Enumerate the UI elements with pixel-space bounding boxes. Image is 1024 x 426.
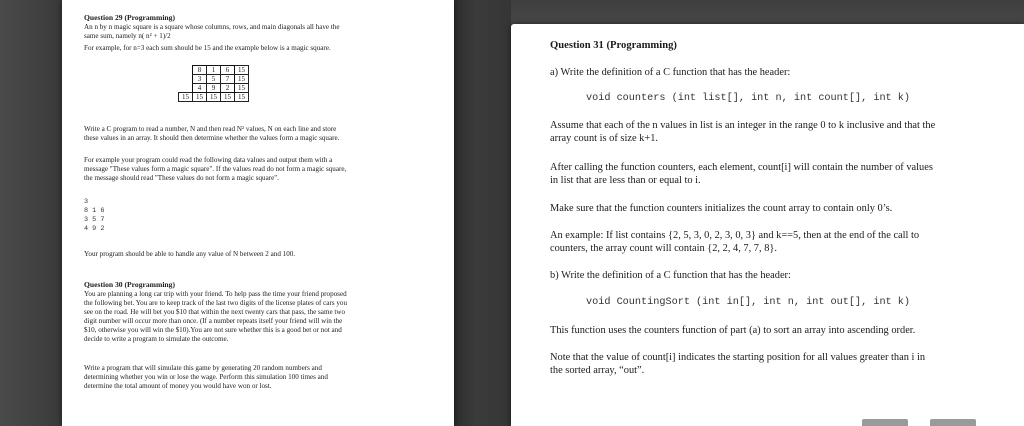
q31-assume-line1: Assume that each of the n values in list is an integer in the range 0 to k inclusive and that the bbox=[550, 120, 936, 131]
q31-make-sure: Make sure that the function counters initializes the count array to contain only 0’s. bbox=[550, 203, 893, 214]
q30-line2: Write a program that will simulate this game by generating 20 random numbers and bbox=[84, 364, 322, 372]
magic-cell-empty bbox=[179, 75, 193, 84]
q31-code-b: void CountingSort (int in[], int n, int out[], int k) bbox=[586, 297, 911, 308]
q30-line: digit number will occur more than once. (If a number repeats itself your friend will win the bbox=[84, 317, 343, 325]
q31-part-a: a) Write the definition of a C function that has the header: bbox=[550, 67, 791, 78]
magic-cell: 3 bbox=[193, 75, 207, 84]
q31-note-line1: Note that the value of count[i] indicates the starting position for all values greater than i in bbox=[550, 352, 926, 363]
magic-col-sum: 15 bbox=[207, 93, 221, 102]
q29-para2-line1: Write a C program to read a number, N and then read N² values, N on each line and store bbox=[84, 125, 337, 133]
q31-note-line2: the sorted array, “out”. bbox=[550, 365, 645, 376]
magic-cell: 2 bbox=[221, 84, 235, 93]
q30-line2: determine the total amount of money you would have won or lost. bbox=[84, 382, 272, 390]
q29-para1-line1: An n by n magic square is a square whose columns, rows, and main diagonals all have the bbox=[84, 23, 340, 31]
viewer-top-strip bbox=[511, 0, 1024, 24]
magic-cell: 4 bbox=[193, 84, 207, 93]
bottom-page-tab[interactable] bbox=[930, 419, 976, 426]
q31-code-a: void counters (int list[], int n, int count[], int k) bbox=[586, 93, 911, 104]
magic-col-sum: 15 bbox=[221, 93, 235, 102]
q30-line2: determining whether you win or lose the wage. Perform this simulation 100 times and bbox=[84, 373, 328, 381]
q29-data-line: 8 1 6 bbox=[84, 207, 105, 215]
q30-line: see on the road. He will bet you $10 that within the next twenty cars that pass, the same two bbox=[84, 308, 346, 316]
q31-title: Question 31 (Programming) bbox=[550, 40, 677, 51]
page-gutter bbox=[454, 0, 511, 426]
q29-para4: Your program should be able to handle any value of N between 2 and 100. bbox=[84, 250, 296, 258]
magic-cell-empty bbox=[179, 66, 193, 75]
q31-assume-line2: array count is of size k+1. bbox=[550, 133, 659, 144]
magic-col-sum: 15 bbox=[235, 93, 249, 102]
q29-data-line: 3 5 7 bbox=[84, 216, 105, 224]
q29-para3-line1: For example your program could read the following data values and output them with a bbox=[84, 156, 333, 164]
q31-after-line1: After calling the function counters, each element, count[i] will contain the number of values bbox=[550, 162, 933, 173]
q29-para1-line2: same sum, namely n( n² + 1)/2 bbox=[84, 32, 171, 40]
left-page[interactable] bbox=[62, 0, 454, 426]
q29-data-line: 4 9 2 bbox=[84, 225, 105, 233]
q30-title: Question 30 (Programming) bbox=[84, 280, 175, 289]
magic-row-sum: 15 bbox=[235, 75, 249, 84]
q31-after-line2: in list that are less than or equal to i. bbox=[550, 175, 701, 186]
q29-para3-line2: message "These values form a magic square". If the values read do not form a magic square, bbox=[84, 165, 347, 173]
magic-cell: 7 bbox=[221, 75, 235, 84]
q31-uses: This function uses the counters function of part (a) to sort an array into ascending order. bbox=[550, 325, 916, 336]
q29-title: Question 29 (Programming) bbox=[84, 13, 175, 22]
q31-example-line2: counters, the array count will contain {2, 2, 4, 7, 7, 8}. bbox=[550, 243, 777, 254]
q30-line: the following bet. You are to keep track of the last two digits of the license plates of cars you bbox=[84, 299, 347, 307]
magic-cell: 6 bbox=[221, 66, 235, 75]
magic-col-sum: 15 bbox=[193, 93, 207, 102]
magic-cell: 8 bbox=[193, 66, 207, 75]
magic-col-sum: 15 bbox=[179, 93, 193, 102]
magic-cell: 1 bbox=[207, 66, 221, 75]
magic-cell: 9 bbox=[207, 84, 221, 93]
magic-cell: 5 bbox=[207, 75, 221, 84]
magic-row-sum: 15 bbox=[235, 84, 249, 93]
q30-line: $10, otherwise you will win the $10).You are not sure whether this is a good bet or not and bbox=[84, 326, 342, 334]
magic-square-table bbox=[178, 65, 249, 102]
q31-part-b: b) Write the definition of a C function that has the header: bbox=[550, 270, 791, 281]
magic-row-sum: 15 bbox=[235, 66, 249, 75]
q30-line: decide to write a program to simulate the outcome. bbox=[84, 335, 229, 343]
bottom-page-tab[interactable] bbox=[862, 419, 908, 426]
q31-example-line1: An example: If list contains {2, 5, 3, 0, 2, 3, 0, 3} and k==5, then at the end of the call to bbox=[550, 230, 920, 241]
q29-data-line: 3 bbox=[84, 198, 89, 206]
right-page[interactable] bbox=[511, 24, 1024, 426]
magic-cell-empty bbox=[179, 84, 193, 93]
q29-para3-line3: the message should read "These values do not form a magic square". bbox=[84, 174, 279, 182]
q30-line: You are planning a long car trip with your friend. To help pass the time your friend proposed bbox=[84, 290, 347, 298]
q29-para2-line2: these values in an array. It should then determine whether the values form a magic square. bbox=[84, 134, 340, 142]
q29-para1-line3: For example, for n=3 each sum should be 15 and the example below is a magic square. bbox=[84, 44, 331, 52]
